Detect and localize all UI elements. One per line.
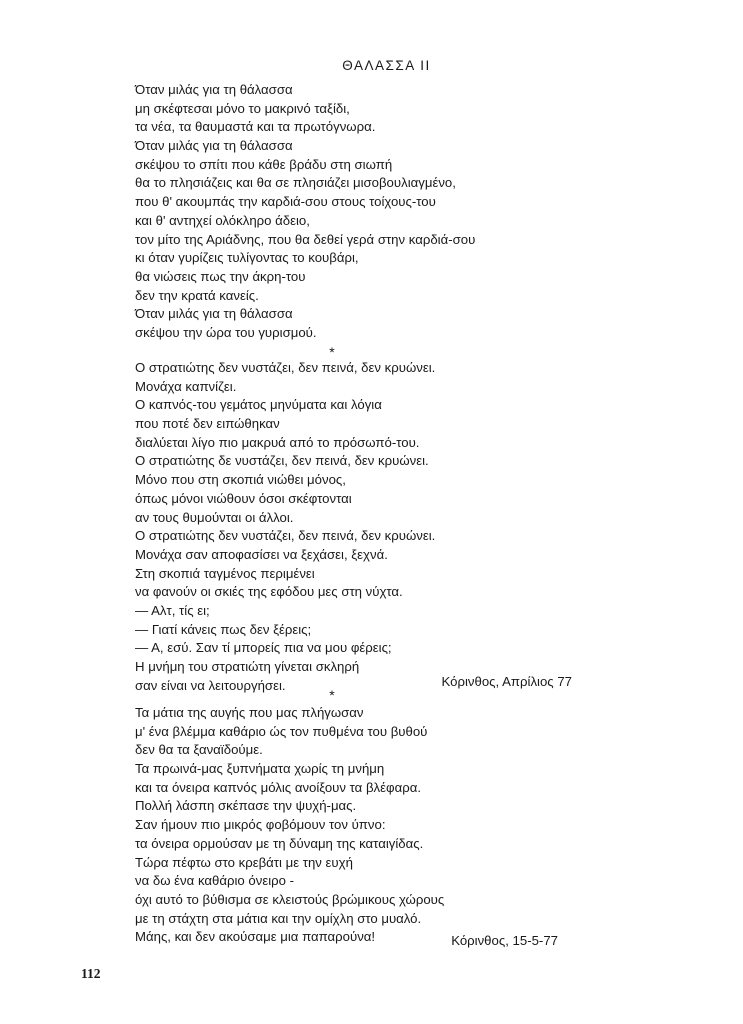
poem-line: Ο καπνός-του γεμάτος μηνύματα και λόγια [135, 397, 382, 413]
poem-line: Μάης, και δεν ακούσαμε μια παπαρούνα! [135, 929, 376, 945]
poem-line: Μονάχα καπνίζει. [135, 378, 237, 394]
poem-line: που ποτέ δεν ειπώθηκαν [135, 416, 280, 432]
poem-line: και τα όνειρα καπνός μόλις ανοίξουν τα βλέφαρα. [135, 779, 421, 795]
poem-line: Τα πρωινά-μας ξυπνήματα χωρίς τη μνήμη [135, 761, 385, 777]
poem-line: με τη στάχτη στα μάτια και την ομίχλη στο μυαλό. [135, 910, 422, 926]
poem-line: Ο στρατιώτης δεν νυστάζει, δεν πεινά, δεν κρυώνει. [135, 360, 436, 375]
poem-line: μη σκέφτεσαι μόνο το μακρινό ταξίδι, [135, 100, 350, 116]
poem-line: δεν θα τα ξαναϊδούμε. [135, 742, 263, 758]
poem-line: διαλύεται λίγο πιο μακρυά από το πρόσωπό-του. [135, 434, 420, 450]
poem-line: και θ' αντηχεί ολόκληρο άδειο, [135, 212, 310, 228]
poem-line: τον μίτο της Αριάδνης, που θα δεθεί γερά στην καρδιά-σου [135, 231, 476, 247]
poem-title: ΘΑΛΑΣΣΑ ΙΙ [342, 58, 431, 73]
poem-line: που θ' ακουμπάς την καρδιά-σου στους τοίχους-του [135, 194, 436, 210]
poem-line: όπως μόνοι νιώθουν όσοι σκέφτονται [135, 490, 352, 506]
poem-line: — Α, εσύ. Σαν τί μπορείς πια να μου φέρεις; [135, 640, 392, 656]
poem-line: τα όνειρα ορμούσαν με τη δύναμη της καταιγίδας. [135, 835, 424, 851]
poem-line: μ' ένα βλέμμα καθάριο ώς τον πυθμένα του βυθού [135, 723, 428, 739]
poem-line: Ο στρατιώτης δε νυστάζει, δεν πεινά, δεν κρυώνει. [135, 453, 429, 469]
poem-line: Μόνο που στη σκοπιά νιώθει μόνος, [135, 472, 346, 488]
poem-line: τα νέα, τα θαυμαστά και τα πρωτόγνωρα. [135, 119, 376, 135]
poem-line: Η μνήμη του στρατιώτη γίνεται σκληρή [135, 659, 360, 674]
poem-line: Όταν μιλάς για τη θάλασσα [135, 306, 293, 322]
poem-line: όχι αυτό το βύθισμα σε κλειστούς βρώμικους χώρους [135, 891, 445, 907]
poem-line: Στη σκοπιά ταγμένος περιμένει [135, 565, 315, 581]
poem-line: — Γιατί κάνεις πως δεν ξέρεις; [135, 621, 312, 637]
poem-line: Τώρα πέφτω στο κρεβάτι με την ευχή [135, 854, 353, 870]
poem-line: Σαν ήμουν πιο μικρός φοβόμουν τον ύπνο: [135, 817, 386, 833]
place-date-signature: Κόρινθος, 15-5-77 [451, 933, 558, 948]
poem-line: θα το πλησιάζεις και θα σε πλησιάζει μισοβουλιαγμένο, [135, 175, 456, 191]
stanza-1 [135, 81, 575, 343]
stanza-3 [135, 704, 575, 947]
poem-line: Μονάχα σαν αποφασίσει να ξεχάσει, ξεχνά. [135, 546, 388, 562]
poem-line: Όταν μιλάς για τη θάλασσα [135, 138, 293, 154]
poem-line: σκέψου το σπίτι που κάθε βράδυ στη σιωπή [135, 156, 393, 172]
poem-line: να δω ένα καθάριο όνειρο - [135, 873, 295, 889]
stanza-separator: * [329, 687, 335, 703]
poem-line: κι όταν γυρίζεις τυλίγοντας το κουβάρι, [135, 250, 359, 266]
poem-line: Όταν μιλάς για τη θάλασσα [135, 82, 293, 97]
poem-line: Πολλή λάσπη σκέπασε την ψυχή-μας. [135, 798, 357, 814]
poem-line: — Αλτ, τίς ει; [135, 602, 210, 618]
page-number: 112 [81, 966, 101, 981]
poem-line: σαν είναι να λειτουργήσει. [135, 677, 286, 693]
place-date-signature: Κόρινθος, Απρίλιος 77 [441, 674, 572, 689]
poem-line: αν τους θυμούνται οι άλλοι. [135, 509, 294, 525]
poem-line: Τα μάτια της αυγής που μας πλήγωσαν [135, 705, 364, 720]
poem-line: θα νιώσεις πως την άκρη-του [135, 268, 306, 284]
poem-line: σκέψου την ώρα του γυρισμού. [135, 324, 317, 340]
stanza-2 [135, 359, 575, 695]
poem-line: Ο στρατιώτης δεν νυστάζει, δεν πεινά, δεν κρυώνει. [135, 528, 436, 544]
stanza-separator: * [329, 344, 335, 360]
poem-line: να φανούν οι σκιές της εφόδου μες στη νύχτα. [135, 584, 403, 600]
poem-line: δεν την κρατά κανείς. [135, 287, 259, 303]
